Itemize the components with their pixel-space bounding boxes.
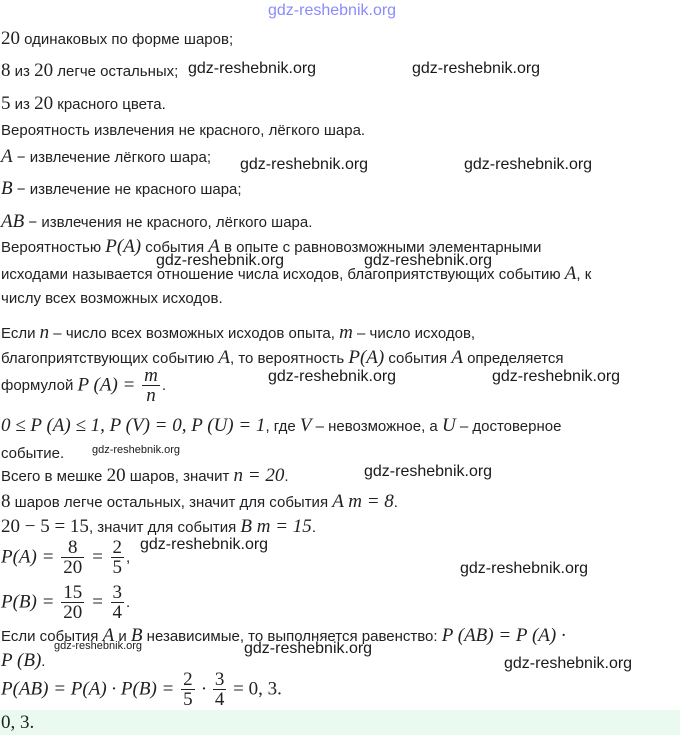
math: 8 — [1, 491, 11, 512]
math: 0 ≤ P (A) ≤ 1, P (V) = 0, P (U) = 1 — [1, 415, 266, 436]
math: = — [86, 546, 109, 568]
watermark: gdz-reshebnik.org — [364, 463, 493, 480]
text: независимые, то выполняется равенство: — [142, 628, 442, 645]
text: . — [126, 594, 131, 611]
denominator: 4 — [214, 689, 225, 710]
text-line — [1, 415, 561, 437]
text: благоприятствующих событию — [1, 350, 219, 367]
text: одинаковых по форме шаров; — [20, 31, 234, 48]
text: Вероятностью — [1, 239, 106, 256]
watermark: gdz-reshebnik.org — [492, 368, 621, 385]
watermark: gdz-reshebnik.org — [240, 156, 369, 173]
denominator: 4 — [112, 602, 123, 623]
text-line — [1, 670, 282, 709]
math: P(AB) = P(A) · P(B) = — [1, 678, 180, 700]
watermark: gdz-reshebnik.org — [54, 640, 143, 652]
numerator: 3 — [112, 582, 123, 603]
math: P (A) = — [77, 374, 141, 396]
math: V — [299, 415, 312, 436]
text-line — [1, 211, 312, 233]
watermark: gdz-reshebnik.org — [364, 252, 493, 269]
math: A — [208, 236, 220, 257]
text-line — [1, 445, 64, 462]
text: шаров, значит — [125, 468, 234, 485]
fraction — [111, 538, 125, 577]
text: , значит для события — [88, 519, 241, 536]
text: событие. — [1, 445, 65, 462]
math: 20 — [1, 28, 20, 49]
math: = — [86, 591, 109, 613]
math: 20 — [106, 465, 126, 486]
watermark: gdz-reshebnik.org — [244, 640, 373, 657]
text: − извлечение не красного шара; — [12, 181, 242, 198]
text: красного цвета. — [53, 96, 166, 113]
math: 20 — [34, 93, 54, 114]
math: n — [39, 322, 50, 343]
denominator: 5 — [112, 557, 123, 578]
text: Если — [1, 325, 40, 342]
text: Вероятность извлечения не красного, лёгкого шара. — [1, 122, 366, 139]
watermark: gdz-reshebnik.org — [156, 252, 285, 269]
fraction — [61, 538, 84, 577]
numerator: 2 — [183, 669, 193, 690]
text: – число исходов, — [352, 325, 476, 342]
math: P(B) = — [1, 591, 60, 613]
math: n = 20 — [233, 465, 285, 486]
math: B m = 15 — [240, 516, 312, 537]
text: события — [384, 350, 452, 367]
text-line — [1, 516, 316, 538]
text-line — [1, 178, 242, 200]
math: P (B) — [1, 650, 42, 671]
numerator: m — [144, 365, 158, 386]
denominator: 20 — [63, 557, 83, 578]
text: , к — [576, 266, 592, 283]
text: − извлечение лёгкого шара; — [12, 149, 212, 166]
text-line — [1, 263, 591, 285]
text-line — [1, 122, 365, 139]
numerator: 3 — [214, 669, 225, 690]
math: P(A) = — [1, 546, 60, 568]
math: 8 — [1, 60, 11, 81]
text: Если события — [1, 628, 103, 645]
watermark: gdz-reshebnik.org — [268, 368, 397, 385]
text: . — [393, 494, 398, 511]
text: определяется — [462, 350, 564, 367]
watermark: gdz-reshebnik.org — [268, 2, 397, 19]
text-line — [1, 491, 398, 513]
text: события — [141, 239, 209, 256]
text-line — [1, 465, 289, 487]
math: P(A) — [348, 347, 385, 368]
fraction — [213, 670, 227, 709]
text: исходами называется отношение числа исходов, благоприятствующих событию — [1, 266, 565, 283]
text-line — [1, 236, 541, 258]
fraction — [142, 366, 160, 405]
numerator: 2 — [112, 537, 123, 558]
text-line — [1, 650, 45, 672]
math: A — [564, 263, 577, 284]
text: легче остальных; — [53, 63, 179, 80]
text-line — [1, 60, 178, 82]
math: 20 − 5 = 15 — [1, 516, 89, 537]
text: из — [10, 96, 35, 113]
text: . — [311, 519, 316, 536]
watermark: gdz-reshebnik.org — [464, 156, 593, 173]
math: · — [196, 678, 211, 700]
text: – число всех возможных исходов опыта, — [49, 325, 340, 342]
numerator: 8 — [61, 538, 84, 558]
math: B — [1, 178, 13, 199]
math: AB — [1, 211, 25, 232]
math: = 0, 3. — [228, 678, 282, 700]
text-line — [1, 366, 166, 405]
math: B — [130, 625, 143, 646]
text: − извлечения не красного, лёгкого шара. — [24, 214, 313, 231]
fraction — [181, 670, 195, 709]
text-line — [1, 625, 566, 647]
text: в опыте с равновозможными элементарными — [219, 239, 542, 256]
text-line — [1, 28, 233, 50]
denominator: 20 — [63, 602, 83, 623]
text: формулой — [1, 377, 78, 394]
text-line — [1, 146, 211, 168]
watermark: gdz-reshebnik.org — [140, 536, 269, 553]
denominator: n — [146, 385, 156, 406]
watermark: gdz-reshebnik.org — [92, 444, 181, 456]
watermark: gdz-reshebnik.org — [412, 60, 541, 77]
text: Всего в мешке — [1, 468, 107, 485]
text: шаров легче остальных, значит для события — [10, 494, 333, 511]
text-line — [1, 290, 223, 307]
text: из — [10, 63, 35, 80]
math: 20 — [34, 60, 54, 81]
watermark: gdz-reshebnik.org — [460, 560, 589, 577]
text: числу всех возможных исходов. — [1, 290, 223, 307]
text: и — [114, 628, 131, 645]
text: . — [41, 653, 46, 670]
math: 5 — [1, 93, 11, 114]
math: A — [102, 625, 115, 646]
math: A — [218, 347, 230, 368]
text-line — [1, 93, 166, 115]
fraction — [111, 583, 125, 622]
math: A m = 8 — [332, 491, 394, 512]
text: – невозможное, а — [311, 418, 442, 435]
math: U — [441, 415, 456, 436]
answer-value: 0, 3. — [1, 712, 35, 733]
text: , где — [265, 418, 300, 435]
text-line — [1, 538, 130, 577]
watermark: gdz-reshebnik.org — [188, 60, 317, 77]
text-line — [1, 583, 130, 622]
watermark: gdz-reshebnik.org — [504, 655, 633, 672]
answer-box — [0, 710, 680, 735]
text: . — [161, 377, 167, 394]
numerator: 15 — [63, 582, 83, 603]
math: m — [339, 322, 353, 343]
math: A — [1, 146, 13, 167]
fraction — [61, 583, 84, 622]
denominator: 5 — [183, 689, 193, 710]
text: , то вероятность — [229, 350, 349, 367]
math: P(A) — [105, 236, 142, 257]
math: A — [451, 347, 463, 368]
text: , — [126, 549, 131, 566]
text: . — [284, 468, 289, 485]
math: P (AB) = P (A) · — [441, 625, 566, 646]
text-line — [1, 322, 475, 344]
text: – достоверное — [455, 418, 562, 435]
